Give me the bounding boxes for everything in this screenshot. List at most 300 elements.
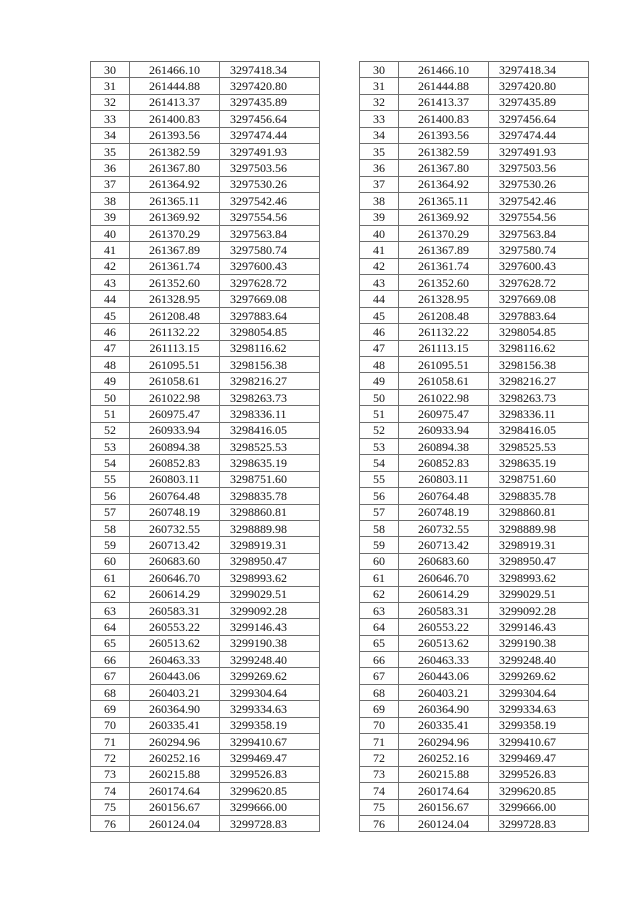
point-number-cell: 71: [360, 734, 399, 750]
x-coordinate-cell: 261361.74: [130, 258, 220, 274]
y-coordinate-cell: 3299620.85: [220, 783, 320, 799]
x-coordinate-cell: 260553.22: [399, 619, 489, 635]
table-row: [360, 209, 589, 225]
x-coordinate-cell: 261364.92: [130, 176, 220, 192]
y-coordinate-cell: 3298919.31: [220, 537, 320, 553]
y-coordinate-cell: 3298751.60: [489, 471, 589, 487]
x-coordinate-cell: 260156.67: [130, 799, 220, 815]
table-row: [360, 176, 589, 192]
y-coordinate-cell: 3299146.43: [489, 619, 589, 635]
x-coordinate-cell: 260294.96: [399, 734, 489, 750]
x-coordinate-cell: 260403.21: [130, 684, 220, 700]
y-coordinate-cell: 3298635.19: [489, 455, 589, 471]
point-number-cell: 30: [360, 62, 399, 78]
x-coordinate-cell: 260463.33: [130, 652, 220, 668]
x-coordinate-cell: 261365.11: [399, 193, 489, 209]
point-number-cell: 35: [91, 143, 130, 159]
table-row: [91, 389, 320, 405]
point-number-cell: 42: [91, 258, 130, 274]
y-coordinate-cell: 3299728.83: [220, 815, 320, 831]
table-row: [360, 111, 589, 127]
x-coordinate-cell: 261400.83: [399, 111, 489, 127]
point-number-cell: 56: [91, 488, 130, 504]
table-row: [91, 176, 320, 192]
table-row: [360, 275, 589, 291]
y-coordinate-cell: 3297420.80: [220, 78, 320, 94]
x-coordinate-cell: 260174.64: [130, 783, 220, 799]
x-coordinate-cell: 261352.60: [130, 275, 220, 291]
x-coordinate-cell: 260513.62: [399, 635, 489, 651]
point-number-cell: 31: [91, 78, 130, 94]
point-number-cell: 53: [91, 438, 130, 454]
table-row: [360, 127, 589, 143]
x-coordinate-cell: 260513.62: [130, 635, 220, 651]
y-coordinate-cell: 3297669.08: [489, 291, 589, 307]
table-row: [91, 488, 320, 504]
point-number-cell: 51: [360, 406, 399, 422]
x-coordinate-cell: 260364.90: [399, 701, 489, 717]
x-coordinate-cell: 261382.59: [399, 143, 489, 159]
table-row: [91, 766, 320, 782]
x-coordinate-cell: 261369.92: [399, 209, 489, 225]
x-coordinate-cell: 261132.22: [130, 324, 220, 340]
y-coordinate-cell: 3299248.40: [220, 652, 320, 668]
point-number-cell: 33: [91, 111, 130, 127]
point-number-cell: 55: [360, 471, 399, 487]
point-number-cell: 64: [360, 619, 399, 635]
table-row: [360, 652, 589, 668]
point-number-cell: 58: [360, 520, 399, 536]
point-number-cell: 43: [91, 275, 130, 291]
coordinate-table-right: [359, 61, 589, 832]
x-coordinate-cell: 260463.33: [399, 652, 489, 668]
y-coordinate-cell: 3297580.74: [220, 242, 320, 258]
x-coordinate-cell: 261208.48: [130, 307, 220, 323]
table-row: [360, 291, 589, 307]
table-row: [91, 324, 320, 340]
table-row: [91, 160, 320, 176]
point-number-cell: 46: [91, 324, 130, 340]
table-row: [360, 324, 589, 340]
y-coordinate-cell: 3298216.27: [489, 373, 589, 389]
point-number-cell: 61: [91, 570, 130, 586]
x-coordinate-cell: 260894.38: [399, 438, 489, 454]
x-coordinate-cell: 261370.29: [399, 225, 489, 241]
point-number-cell: 34: [360, 127, 399, 143]
point-number-cell: 45: [91, 307, 130, 323]
y-coordinate-cell: 3299092.28: [489, 602, 589, 618]
x-coordinate-cell: 260933.94: [399, 422, 489, 438]
x-coordinate-cell: 261364.92: [399, 176, 489, 192]
x-coordinate-cell: 260713.42: [399, 537, 489, 553]
table-row: [360, 143, 589, 159]
point-number-cell: 44: [360, 291, 399, 307]
table-row: [360, 340, 589, 356]
x-coordinate-cell: 261208.48: [399, 307, 489, 323]
x-coordinate-cell: 260852.83: [130, 455, 220, 471]
table-row: [91, 291, 320, 307]
point-number-cell: 39: [360, 209, 399, 225]
point-number-cell: 46: [360, 324, 399, 340]
point-number-cell: 68: [360, 684, 399, 700]
table-row: [91, 455, 320, 471]
x-coordinate-cell: 260174.64: [399, 783, 489, 799]
y-coordinate-cell: 3297530.26: [489, 176, 589, 192]
x-coordinate-cell: 261370.29: [130, 225, 220, 241]
x-coordinate-cell: 261365.11: [130, 193, 220, 209]
point-number-cell: 36: [360, 160, 399, 176]
y-coordinate-cell: 3299304.64: [220, 684, 320, 700]
table-row: [360, 504, 589, 520]
table-row: [91, 373, 320, 389]
x-coordinate-cell: 260156.67: [399, 799, 489, 815]
table-row: [360, 635, 589, 651]
y-coordinate-cell: 3297503.56: [220, 160, 320, 176]
table-row: [360, 389, 589, 405]
point-number-cell: 30: [91, 62, 130, 78]
y-coordinate-cell: 3298835.78: [220, 488, 320, 504]
x-coordinate-cell: 261328.95: [399, 291, 489, 307]
table-row: [360, 750, 589, 766]
point-number-cell: 41: [91, 242, 130, 258]
table-row: [91, 111, 320, 127]
y-coordinate-cell: 3298889.98: [220, 520, 320, 536]
x-coordinate-cell: 260583.31: [130, 602, 220, 618]
point-number-cell: 76: [360, 815, 399, 831]
y-coordinate-cell: 3298525.53: [489, 438, 589, 454]
point-number-cell: 54: [360, 455, 399, 471]
point-number-cell: 61: [360, 570, 399, 586]
y-coordinate-cell: 3297600.43: [220, 258, 320, 274]
table-row: [360, 734, 589, 750]
point-number-cell: 52: [91, 422, 130, 438]
y-coordinate-cell: 3298860.81: [489, 504, 589, 520]
point-number-cell: 68: [91, 684, 130, 700]
point-number-cell: 38: [360, 193, 399, 209]
point-number-cell: 73: [360, 766, 399, 782]
x-coordinate-cell: 260683.60: [399, 553, 489, 569]
point-number-cell: 75: [360, 799, 399, 815]
y-coordinate-cell: 3297530.26: [220, 176, 320, 192]
y-coordinate-cell: 3297474.44: [489, 127, 589, 143]
y-coordinate-cell: 3298263.73: [220, 389, 320, 405]
point-number-cell: 52: [360, 422, 399, 438]
x-coordinate-cell: 260364.90: [130, 701, 220, 717]
x-coordinate-cell: 260124.04: [130, 815, 220, 831]
x-coordinate-cell: 260713.42: [130, 537, 220, 553]
y-coordinate-cell: 3299029.51: [489, 586, 589, 602]
y-coordinate-cell: 3297474.44: [220, 127, 320, 143]
x-coordinate-cell: 260803.11: [399, 471, 489, 487]
table-row: [360, 701, 589, 717]
y-coordinate-cell: 3298525.53: [220, 438, 320, 454]
x-coordinate-cell: 261400.83: [130, 111, 220, 127]
x-coordinate-cell: 260215.88: [399, 766, 489, 782]
x-coordinate-cell: 260646.70: [399, 570, 489, 586]
y-coordinate-cell: 3297456.64: [220, 111, 320, 127]
table-row: [360, 537, 589, 553]
y-coordinate-cell: 3297669.08: [220, 291, 320, 307]
x-coordinate-cell: 260975.47: [399, 406, 489, 422]
table-row: [91, 553, 320, 569]
y-coordinate-cell: 3299358.19: [220, 717, 320, 733]
point-number-cell: 48: [91, 357, 130, 373]
point-number-cell: 63: [360, 602, 399, 618]
table-row: [360, 455, 589, 471]
point-number-cell: 35: [360, 143, 399, 159]
x-coordinate-cell: 261466.10: [399, 62, 489, 78]
y-coordinate-cell: 3297580.74: [489, 242, 589, 258]
y-coordinate-cell: 3297420.80: [489, 78, 589, 94]
y-coordinate-cell: 3298751.60: [220, 471, 320, 487]
point-number-cell: 67: [360, 668, 399, 684]
y-coordinate-cell: 3298156.38: [220, 357, 320, 373]
point-number-cell: 50: [91, 389, 130, 405]
point-number-cell: 40: [360, 225, 399, 241]
y-coordinate-cell: 3297554.56: [220, 209, 320, 225]
table-row: [91, 570, 320, 586]
x-coordinate-cell: 260933.94: [130, 422, 220, 438]
point-number-cell: 42: [360, 258, 399, 274]
x-coordinate-cell: 260294.96: [130, 734, 220, 750]
point-number-cell: 47: [91, 340, 130, 356]
point-number-cell: 71: [91, 734, 130, 750]
coordinate-table-body: [360, 62, 589, 832]
point-number-cell: 66: [360, 652, 399, 668]
x-coordinate-cell: 260335.41: [399, 717, 489, 733]
point-number-cell: 49: [91, 373, 130, 389]
table-row: [91, 619, 320, 635]
table-row: [91, 307, 320, 323]
y-coordinate-cell: 3298336.11: [220, 406, 320, 422]
point-number-cell: 49: [360, 373, 399, 389]
table-row: [360, 488, 589, 504]
y-coordinate-cell: 3298889.98: [489, 520, 589, 536]
x-coordinate-cell: 261095.51: [130, 357, 220, 373]
x-coordinate-cell: 260732.55: [399, 520, 489, 536]
point-number-cell: 54: [91, 455, 130, 471]
x-coordinate-cell: 261058.61: [399, 373, 489, 389]
point-number-cell: 57: [360, 504, 399, 520]
table-row: [91, 717, 320, 733]
y-coordinate-cell: 3297435.89: [489, 94, 589, 110]
y-coordinate-cell: 3297418.34: [220, 62, 320, 78]
x-coordinate-cell: 261113.15: [130, 340, 220, 356]
x-coordinate-cell: 261369.92: [130, 209, 220, 225]
x-coordinate-cell: 260614.29: [130, 586, 220, 602]
y-coordinate-cell: 3298635.19: [220, 455, 320, 471]
y-coordinate-cell: 3298993.62: [220, 570, 320, 586]
point-number-cell: 47: [360, 340, 399, 356]
y-coordinate-cell: 3298993.62: [489, 570, 589, 586]
x-coordinate-cell: 261352.60: [399, 275, 489, 291]
table-row: [91, 537, 320, 553]
table-row: [360, 520, 589, 536]
x-coordinate-cell: 261393.56: [399, 127, 489, 143]
point-number-cell: 65: [91, 635, 130, 651]
point-number-cell: 63: [91, 602, 130, 618]
x-coordinate-cell: 260732.55: [130, 520, 220, 536]
x-coordinate-cell: 261132.22: [399, 324, 489, 340]
y-coordinate-cell: 3297435.89: [220, 94, 320, 110]
table-row: [360, 62, 589, 78]
table-row: [91, 471, 320, 487]
point-number-cell: 31: [360, 78, 399, 94]
y-coordinate-cell: 3297542.46: [489, 193, 589, 209]
table-row: [91, 422, 320, 438]
x-coordinate-cell: 261367.89: [399, 242, 489, 258]
table-row: [360, 586, 589, 602]
x-coordinate-cell: 260764.48: [399, 488, 489, 504]
table-row: [360, 193, 589, 209]
point-number-cell: 70: [91, 717, 130, 733]
point-number-cell: 40: [91, 225, 130, 241]
table-row: [360, 307, 589, 323]
table-row: [360, 160, 589, 176]
table-row: [91, 193, 320, 209]
point-number-cell: 66: [91, 652, 130, 668]
y-coordinate-cell: 3299469.47: [220, 750, 320, 766]
table-row: [360, 471, 589, 487]
y-coordinate-cell: 3298950.47: [220, 553, 320, 569]
y-coordinate-cell: 3299469.47: [489, 750, 589, 766]
table-row: [360, 668, 589, 684]
point-number-cell: 74: [91, 783, 130, 799]
y-coordinate-cell: 3298919.31: [489, 537, 589, 553]
y-coordinate-cell: 3298950.47: [489, 553, 589, 569]
x-coordinate-cell: 260403.21: [399, 684, 489, 700]
table-row: [91, 652, 320, 668]
x-coordinate-cell: 260252.16: [130, 750, 220, 766]
x-coordinate-cell: 261361.74: [399, 258, 489, 274]
table-row: [91, 275, 320, 291]
table-row: [360, 602, 589, 618]
point-number-cell: 48: [360, 357, 399, 373]
x-coordinate-cell: 260583.31: [399, 602, 489, 618]
point-number-cell: 64: [91, 619, 130, 635]
x-coordinate-cell: 260803.11: [130, 471, 220, 487]
point-number-cell: 32: [91, 94, 130, 110]
x-coordinate-cell: 260124.04: [399, 815, 489, 831]
y-coordinate-cell: 3297456.64: [489, 111, 589, 127]
point-number-cell: 41: [360, 242, 399, 258]
point-number-cell: 45: [360, 307, 399, 323]
x-coordinate-cell: 261466.10: [130, 62, 220, 78]
y-coordinate-cell: 3299334.63: [489, 701, 589, 717]
point-number-cell: 55: [91, 471, 130, 487]
point-number-cell: 70: [360, 717, 399, 733]
y-coordinate-cell: 3299666.00: [489, 799, 589, 815]
table-row: [91, 438, 320, 454]
table-row: [91, 258, 320, 274]
y-coordinate-cell: 3297883.64: [489, 307, 589, 323]
point-number-cell: 50: [360, 389, 399, 405]
y-coordinate-cell: 3298216.27: [220, 373, 320, 389]
point-number-cell: 59: [360, 537, 399, 553]
point-number-cell: 39: [91, 209, 130, 225]
table-row: [91, 357, 320, 373]
table-row: [91, 209, 320, 225]
point-number-cell: 37: [360, 176, 399, 192]
point-number-cell: 58: [91, 520, 130, 536]
point-number-cell: 53: [360, 438, 399, 454]
point-number-cell: 60: [91, 553, 130, 569]
x-coordinate-cell: 261367.80: [130, 160, 220, 176]
y-coordinate-cell: 3299728.83: [489, 815, 589, 831]
point-number-cell: 56: [360, 488, 399, 504]
point-number-cell: 37: [91, 176, 130, 192]
table-row: [360, 225, 589, 241]
table-row: [91, 340, 320, 356]
table-row: [91, 520, 320, 536]
point-number-cell: 62: [91, 586, 130, 602]
x-coordinate-cell: 261367.80: [399, 160, 489, 176]
table-row: [360, 422, 589, 438]
point-number-cell: 32: [360, 94, 399, 110]
y-coordinate-cell: 3297418.34: [489, 62, 589, 78]
x-coordinate-cell: 260748.19: [399, 504, 489, 520]
table-row: [91, 62, 320, 78]
table-row: [360, 766, 589, 782]
y-coordinate-cell: 3298860.81: [220, 504, 320, 520]
y-coordinate-cell: 3298054.85: [489, 324, 589, 340]
y-coordinate-cell: 3298116.62: [220, 340, 320, 356]
y-coordinate-cell: 3299269.62: [489, 668, 589, 684]
point-number-cell: 72: [360, 750, 399, 766]
table-row: [91, 684, 320, 700]
y-coordinate-cell: 3299146.43: [220, 619, 320, 635]
point-number-cell: 65: [360, 635, 399, 651]
point-number-cell: 76: [91, 815, 130, 831]
table-row: [360, 438, 589, 454]
point-number-cell: 33: [360, 111, 399, 127]
point-number-cell: 34: [91, 127, 130, 143]
table-row: [91, 602, 320, 618]
table-row: [360, 553, 589, 569]
y-coordinate-cell: 3298835.78: [489, 488, 589, 504]
table-row: [91, 504, 320, 520]
x-coordinate-cell: 260553.22: [130, 619, 220, 635]
x-coordinate-cell: 260646.70: [130, 570, 220, 586]
y-coordinate-cell: 3299410.67: [489, 734, 589, 750]
table-row: [91, 406, 320, 422]
table-row: [360, 570, 589, 586]
y-coordinate-cell: 3299334.63: [220, 701, 320, 717]
table-row: [360, 94, 589, 110]
x-coordinate-cell: 260975.47: [130, 406, 220, 422]
y-coordinate-cell: 3299092.28: [220, 602, 320, 618]
x-coordinate-cell: 261095.51: [399, 357, 489, 373]
x-coordinate-cell: 261022.98: [130, 389, 220, 405]
x-coordinate-cell: 260215.88: [130, 766, 220, 782]
y-coordinate-cell: 3299304.64: [489, 684, 589, 700]
x-coordinate-cell: 260894.38: [130, 438, 220, 454]
x-coordinate-cell: 261382.59: [130, 143, 220, 159]
x-coordinate-cell: 260683.60: [130, 553, 220, 569]
x-coordinate-cell: 260443.06: [130, 668, 220, 684]
point-number-cell: 59: [91, 537, 130, 553]
point-number-cell: 57: [91, 504, 130, 520]
y-coordinate-cell: 3299190.38: [220, 635, 320, 651]
point-number-cell: 69: [360, 701, 399, 717]
table-row: [91, 799, 320, 815]
point-number-cell: 43: [360, 275, 399, 291]
y-coordinate-cell: 3297491.93: [489, 143, 589, 159]
coordinate-table-body: [91, 62, 320, 832]
table-row: [360, 783, 589, 799]
y-coordinate-cell: 3297628.72: [220, 275, 320, 291]
x-coordinate-cell: 261393.56: [130, 127, 220, 143]
